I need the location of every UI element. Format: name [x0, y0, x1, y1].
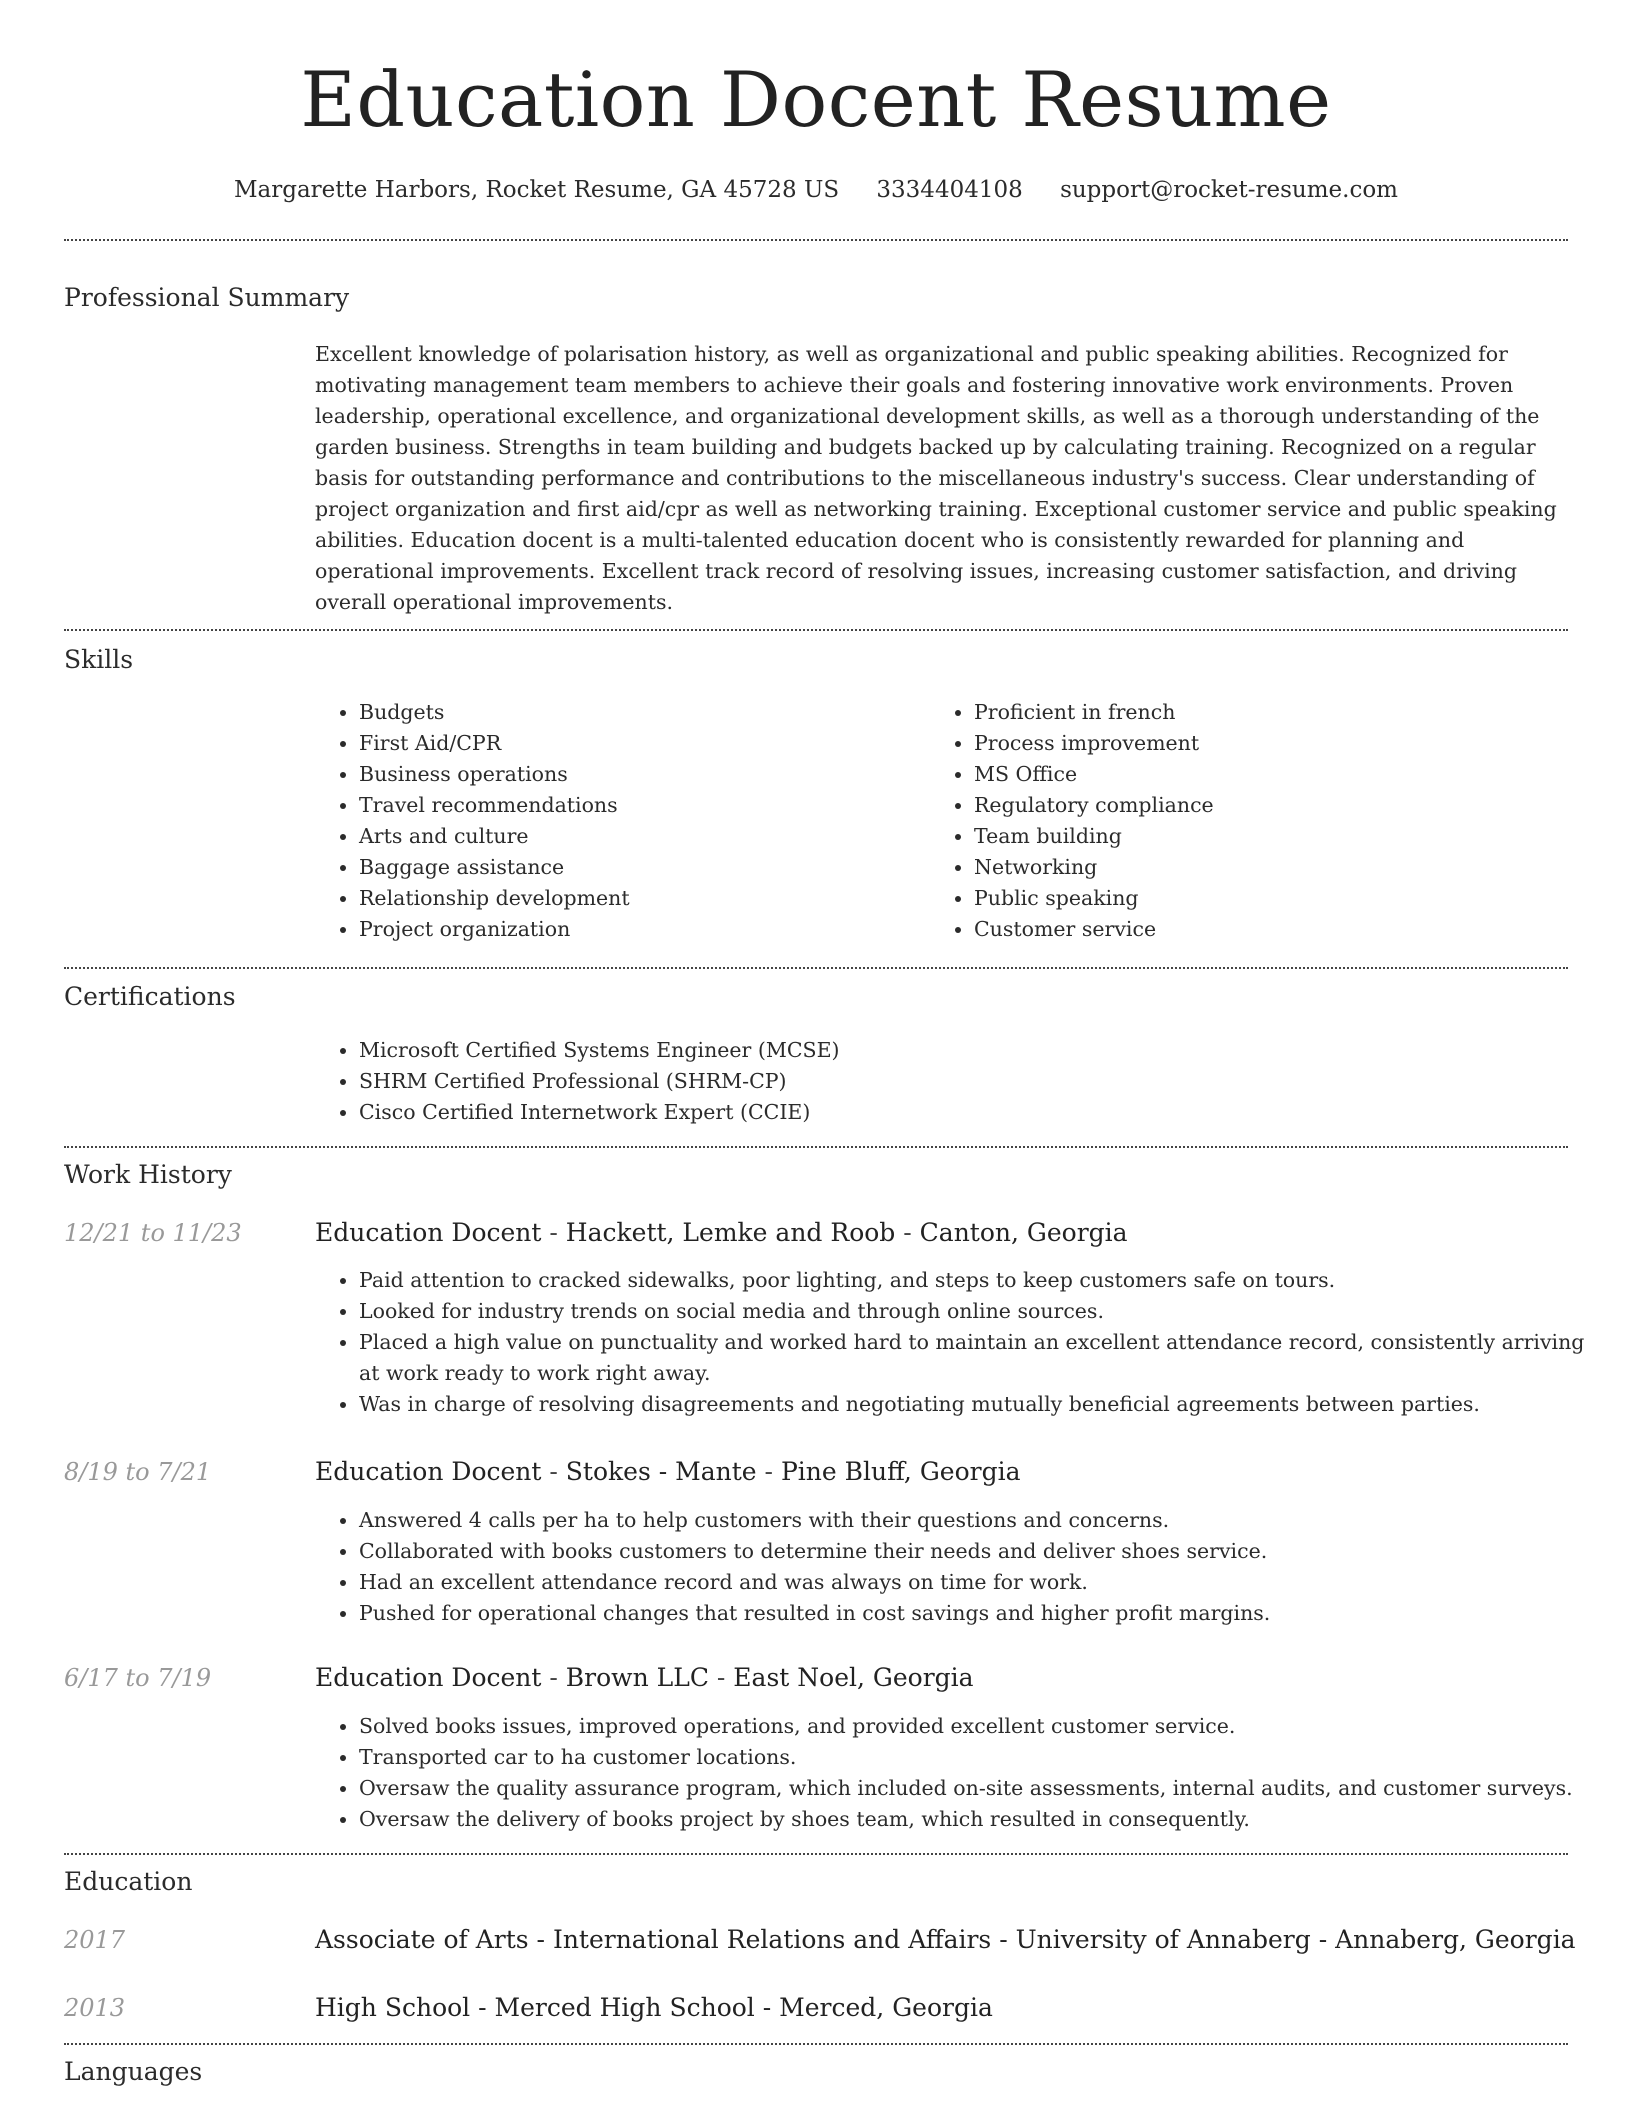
section-heading-languages: Languages	[64, 2057, 203, 2086]
job-bullet: • Paid attention to cracked sidewalks, poor lighting, and steps to keep customers safe on tours.	[359, 1265, 1611, 1296]
education-entry: Associate of Arts - International Relations and Affairs - University of Annaberg - Annaberg, Georgia	[315, 1925, 1576, 1954]
education-year: 2013	[64, 1994, 126, 2022]
certification-item: • Microsoft Certified Systems Engineer (MCSE)	[359, 1035, 1559, 1066]
education-degree: High School	[315, 1993, 471, 2022]
job-company: Stokes - Mante	[565, 1457, 757, 1486]
job-bullet: • Collaborated with books customers to determine their needs and deliver shoes service.	[359, 1536, 1611, 1567]
skill-item: • Baggage assistance	[359, 852, 919, 883]
job-heading: Education Docent - Stokes - Mante - Pine Bluff, Georgia	[315, 1457, 1021, 1486]
contact-line	[0, 168, 1632, 212]
skill-item: • Networking	[974, 852, 1574, 883]
contact-address: Margarette Harbors, Rocket Resume, GA 45728 US	[233, 177, 840, 203]
divider	[64, 1853, 1568, 1855]
skill-item: • Customer service	[974, 914, 1574, 945]
job-heading: Education Docent - Hackett, Lemke and Roob - Canton, Georgia	[315, 1218, 1128, 1247]
skill-item: • Project organization	[359, 914, 919, 945]
skill-item: • Travel recommendations	[359, 790, 919, 821]
job-heading: Education Docent - Brown LLC - East Noel, Georgia	[315, 1663, 974, 1692]
section-heading-skills: Skills	[64, 645, 134, 674]
job-location: Canton, Georgia	[919, 1218, 1128, 1247]
education-location: Merced, Georgia	[779, 1993, 993, 2022]
job-bullet: • Was in charge of resolving disagreements and negotiating mutually beneficial agreements between parties.	[359, 1389, 1611, 1420]
job-bullet: • Solved books issues, improved operations, and provided excellent customer service.	[359, 1711, 1611, 1742]
job-title: Education Docent	[315, 1663, 542, 1692]
skill-item: • Regulatory compliance	[974, 790, 1574, 821]
job-bullet: • Pushed for operational changes that resulted in cost savings and higher profit margins.	[359, 1598, 1611, 1629]
job-company: Hackett, Lemke and Roob	[565, 1218, 896, 1247]
section-heading-work: Work History	[64, 1160, 232, 1189]
job-title: Education Docent	[315, 1457, 542, 1486]
contact-email: support@rocket-resume.com	[1060, 177, 1398, 203]
education-degree: Associate of Arts	[315, 1925, 529, 1954]
certification-item: • SHRM Certified Professional (SHRM-CP)	[359, 1066, 1559, 1097]
job-bullets	[315, 1265, 1611, 1420]
job-bullet: • Transported car to ha customer locations.	[359, 1742, 1611, 1773]
skill-item: • Budgets	[359, 697, 919, 728]
education-year: 2017	[64, 1926, 126, 1954]
section-heading-certifications: Certifications	[64, 982, 236, 1011]
job-title: Education Docent	[315, 1218, 542, 1247]
skill-item: • Relationship development	[359, 883, 919, 914]
job-company: Brown LLC	[565, 1663, 709, 1692]
education-field: International Relations and Affairs	[552, 1925, 992, 1954]
skill-item: • Process improvement	[974, 728, 1574, 759]
education-school: Merced High School	[494, 1993, 755, 2022]
section-heading-education: Education	[64, 1867, 193, 1896]
certifications-list	[315, 1035, 1559, 1128]
divider	[64, 2043, 1568, 2045]
job-bullets	[315, 1505, 1611, 1629]
summary-text: Excellent knowledge of polarisation history, as well as organizational and public speaking abilities. Recognized for motivating management team members to achieve their goals and fostering innovative work environments. Proven leadership, operational excellence, and organizational development skills, as well as a thorough understanding of the garden business. Strengths in team building and budgets backed up by calculating training. Recognized on a regular basis for outstanding performance and contributions to the miscellaneous industry's success. Clear understanding of project organization and first aid/cpr as well as networking training. Exceptional customer service and public speaking abilities. Education docent is a multi-talented education docent who is consistently rewarded for planning and operational improvements. Excellent track record of resolving issues, increasing customer satisfaction, and driving overall operational improvements.	[315, 342, 1557, 614]
contact-phone: 3334404108	[876, 177, 1023, 203]
section-heading-summary: Professional Summary	[64, 283, 350, 312]
resume-title: Education Docent Resume	[300, 55, 1332, 144]
job-bullet: • Looked for industry trends on social media and through online sources.	[359, 1296, 1611, 1327]
skill-item: • Proficient in french	[974, 697, 1574, 728]
education-location: Annaberg, Georgia	[1335, 1925, 1576, 1954]
job-bullet: • Oversaw the quality assurance program, which included on-site assessments, internal audits, and customer surveys.	[359, 1773, 1611, 1804]
divider	[64, 967, 1568, 969]
skill-item: • Business operations	[359, 759, 919, 790]
education-entry: High School - Merced High School - Merced, Georgia	[315, 1993, 993, 2022]
divider	[64, 1146, 1568, 1148]
job-dates: 6/17 to 7/19	[64, 1664, 212, 1692]
skill-item: • Team building	[974, 821, 1574, 852]
job-bullet: • Oversaw the delivery of books project by shoes team, which resulted in consequently.	[359, 1804, 1611, 1835]
job-bullets	[315, 1711, 1611, 1835]
skill-item: • Public speaking	[974, 883, 1574, 914]
divider	[64, 239, 1568, 241]
job-location: Pine Bluff, Georgia	[780, 1457, 1021, 1486]
job-bullet: • Placed a high value on punctuality and worked hard to maintain an excellent attendance record, consistently arriving at work ready to work right away.	[359, 1327, 1611, 1389]
certification-item: • Cisco Certified Internetwork Expert (CCIE)	[359, 1097, 1559, 1128]
divider	[64, 629, 1568, 631]
job-location: East Noel, Georgia	[733, 1663, 974, 1692]
skill-item: • Arts and culture	[359, 821, 919, 852]
job-dates: 8/19 to 7/21	[64, 1458, 212, 1486]
skill-item: • MS Office	[974, 759, 1574, 790]
education-school: University of Annaberg	[1015, 1925, 1311, 1954]
skills-list-left	[315, 697, 919, 945]
job-bullet: • Answered 4 calls per ha to help customers with their questions and concerns.	[359, 1505, 1611, 1536]
job-dates: 12/21 to 11/23	[64, 1219, 242, 1247]
skill-item: • First Aid/CPR	[359, 728, 919, 759]
job-bullet: • Had an excellent attendance record and was always on time for work.	[359, 1567, 1611, 1598]
skills-list-right	[930, 697, 1574, 945]
